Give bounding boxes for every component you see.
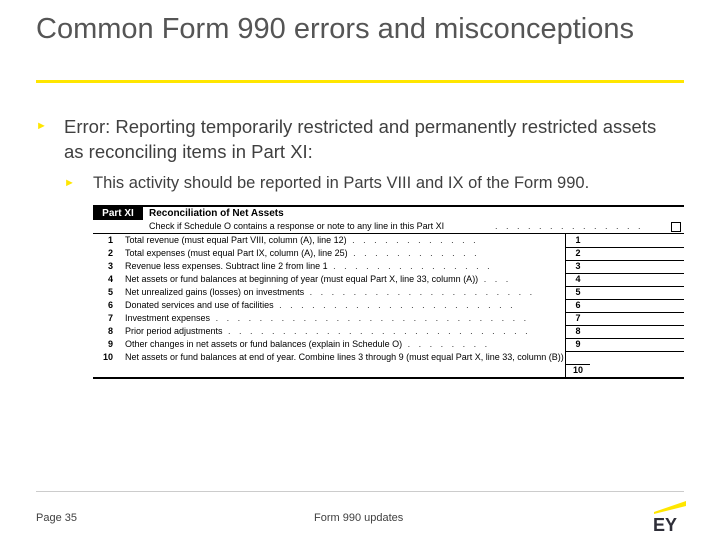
line-amount-field <box>590 234 684 248</box>
line-number: 8 <box>107 326 113 336</box>
line-description: Total expenses (must equal Part IX, column (A), line 25) . . . . . . . . . . . . <box>125 248 480 258</box>
line-number: 9 <box>107 339 113 349</box>
line-amount-field <box>590 273 684 287</box>
form-line <box>93 312 684 325</box>
form-990-part-xi-excerpt <box>93 205 684 379</box>
line-description: Prior period adjustments . . . . . . . . . . . . . . . . . . . . . . . . . . . . <box>125 326 531 336</box>
bullet-arrow-icon: ► <box>36 120 47 132</box>
footer-divider <box>36 491 684 492</box>
form-part-header <box>93 205 684 220</box>
line-box-number: 4 <box>565 273 590 287</box>
line-number: 7 <box>107 313 113 323</box>
bullet-arrow-icon: ► <box>64 177 75 189</box>
schedule-o-checkbox <box>671 222 681 232</box>
form-part-title: Reconciliation of Net Assets <box>149 208 284 219</box>
line-description: Revenue less expenses. Subtract line 2 from line 1 . . . . . . . . . . . . . . . <box>125 261 493 271</box>
line-number: 5 <box>107 287 113 297</box>
line-number: 6 <box>107 300 113 310</box>
line-amount-field <box>590 364 684 377</box>
line-box-number: 6 <box>565 299 590 313</box>
line-number: 10 <box>102 352 113 362</box>
form-line <box>93 351 684 377</box>
line-box-number: 2 <box>565 247 590 261</box>
line-description: Total revenue (must equal Part VIII, column (A), line 12) . . . . . . . . . . . . <box>125 235 479 245</box>
footer-title: Form 990 updates <box>314 512 404 524</box>
slide-title: Common Form 990 errors and misconceptions <box>36 13 634 45</box>
ey-logo-beam <box>654 501 686 514</box>
line-box-number: 7 <box>565 312 590 326</box>
line-box-number: 10 <box>565 364 590 377</box>
line-number: 1 <box>107 235 113 245</box>
footer-page-number: Page 35 <box>36 512 77 524</box>
line-amount-field <box>590 247 684 261</box>
line-amount-field <box>590 325 684 339</box>
line-amount-field <box>590 338 684 352</box>
bullet-level1 <box>36 114 676 164</box>
line-box-number: 8 <box>565 325 590 339</box>
line-number: 2 <box>107 248 113 258</box>
line-box-number: 5 <box>565 286 590 300</box>
form-bottom-rule <box>93 377 684 379</box>
line-box-number: 1 <box>565 234 590 248</box>
ey-logo-icon <box>650 497 690 533</box>
line-description: Investment expenses . . . . . . . . . . . . . . . . . . . . . . . . . . . . . <box>125 313 530 323</box>
form-part-label: Part XI <box>93 207 143 220</box>
line-description: Donated services and use of facilities . . . . . . . . . . . . . . . . . . . . . . <box>125 300 516 310</box>
line-amount-field <box>590 312 684 326</box>
ey-logo-text: EY <box>653 515 678 533</box>
bullet-level2 <box>64 173 684 193</box>
form-line <box>93 299 684 312</box>
form-line <box>93 286 684 299</box>
schedule-o-check-row <box>93 220 684 234</box>
line-box-number: 9 <box>565 338 590 352</box>
line-description: Net assets or fund balances at beginning of year (must equal Part X, line 33, column (A)) . . . <box>125 274 512 284</box>
title-underline <box>36 80 684 83</box>
form-line <box>93 247 684 260</box>
schedule-o-check-text: Check if Schedule O contains a response or note to any line in this Part XI <box>149 221 445 231</box>
line-description: Net assets or fund balances at end of year. Combine lines 3 through 9 (must equal Part X, line 33, column (B)) <box>125 352 564 362</box>
line-amount-field <box>590 299 684 313</box>
line-box-number: 3 <box>565 260 590 274</box>
leader-dots: . . . . . . . . . . . . . . <box>495 221 644 231</box>
line-number: 3 <box>107 261 113 271</box>
form-line <box>93 260 684 273</box>
line-box-spacer <box>565 351 590 365</box>
form-line <box>93 273 684 286</box>
line-number: 4 <box>107 274 113 284</box>
bullet-level2-text: This activity should be reported in Parts VIII and IX of the Form 990. <box>93 174 590 192</box>
form-line <box>93 338 684 351</box>
line-description: Other changes in net assets or fund balances (explain in Schedule O) . . . . . . . . <box>125 339 491 349</box>
line-amount-field <box>590 260 684 274</box>
bullet-level1-text: Error: Reporting temporarily restricted and permanently restricted assets as reconciling items in Part XI: <box>64 116 657 162</box>
form-line <box>93 325 684 338</box>
line-description: Net unrealized gains (losses) on investments . . . . . . . . . . . . . . . . . . . . . <box>125 287 536 297</box>
form-line <box>93 234 684 247</box>
line-amount-field <box>590 286 684 300</box>
